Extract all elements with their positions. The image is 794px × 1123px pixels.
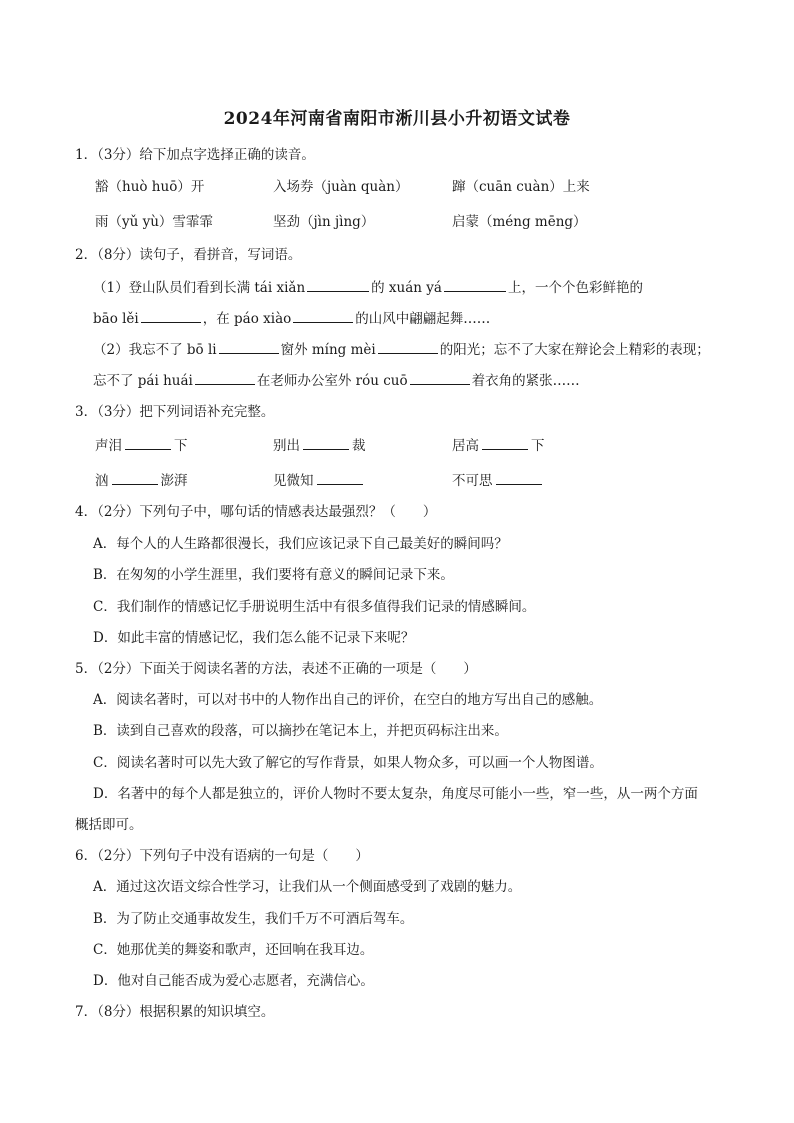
- q2-s2-text-d: 忘不了 pái huái: [93, 373, 193, 389]
- q3-item-2-post: 裁: [352, 438, 366, 454]
- q3-item-2: [273, 435, 366, 456]
- q3-item-4-pre: 汹: [95, 473, 109, 489]
- q2-s1-text-f: 的山风中翩翩起舞……: [355, 311, 491, 327]
- answer-blank[interactable]: [303, 435, 349, 450]
- q3-item-3-post: 下: [531, 438, 545, 454]
- answer-blank[interactable]: [219, 339, 279, 354]
- q5-option-d[interactable]: D．名著中的每个人都是独立的，评价人物时不要太复杂，角度尽可能小一些，窄一些，从一两个方面: [93, 786, 698, 802]
- answer-blank[interactable]: [112, 470, 158, 485]
- q1-item-6: 启蒙（méng mēng）: [452, 214, 587, 230]
- q2-s2-text-b: 窗外 míng mèi: [280, 342, 376, 358]
- q4-option-b[interactable]: B．在匆匆的小学生涯里，我们要将有意义的瞬间记录下来。: [93, 567, 454, 583]
- q2-s2-text-c: 的阳光；忘不了大家在辩论会上精彩的表现；: [439, 342, 710, 358]
- answer-blank[interactable]: [378, 339, 438, 354]
- q3-item-1: [95, 435, 188, 456]
- q2-s2-text-a: （2）我忘不了 bō li: [93, 342, 217, 358]
- q3-item-6-pre: 不可思: [452, 473, 493, 489]
- q6-stem: 6．（2分）下列句子中没有语病的一句是（ ）: [75, 848, 369, 864]
- answer-blank[interactable]: [410, 370, 470, 385]
- q3-stem: 3．（3分）把下列词语补充完整。: [75, 404, 275, 420]
- q3-item-5-pre: 见微知: [273, 473, 314, 489]
- q2-s2-text-f: 着衣角的紧张……: [471, 373, 580, 389]
- q3-item-2-pre: 别出: [273, 438, 300, 454]
- q6-option-d[interactable]: D．他对自己能否成为爱心志愿者，充满信心。: [93, 973, 374, 989]
- q3-item-4: [95, 470, 188, 491]
- q5-option-b[interactable]: B．读到自己喜欢的段落，可以摘抄在笔记本上，并把页码标注出来。: [93, 723, 508, 739]
- q2-sentence-1-line-2: [93, 308, 490, 329]
- q3-item-6: [452, 470, 545, 491]
- q4-option-a[interactable]: A．每个人的人生路都很漫长，我们应该记录下自己最美好的瞬间吗？: [93, 536, 508, 552]
- q1-item-3: 蹿（cuān cuàn）上来: [452, 179, 590, 195]
- q3-item-1-pre: 声泪: [95, 438, 122, 454]
- q2-s1-text-e: ，在 páo xiào: [202, 311, 292, 327]
- q6-option-c[interactable]: C．她那优美的舞姿和歌声，还回响在我耳边。: [93, 942, 374, 958]
- q2-s1-text-b: 的 xuán yá: [371, 280, 442, 296]
- answer-blank[interactable]: [125, 435, 171, 450]
- q1-item-4: 雨（yǔ yù）雪霏霏: [95, 214, 213, 230]
- q3-item-5: [273, 470, 366, 491]
- q1-item-2: 入场券（juàn quàn）: [273, 179, 409, 195]
- q2-s1-text-d: bāo lěi: [93, 311, 139, 327]
- q5-stem: 5．（2分）下面关于阅读名著的方法，表述不正确的一项是（ ）: [75, 661, 477, 677]
- answer-blank[interactable]: [141, 308, 201, 323]
- q4-stem: 4．（2分）下列句子中，哪句话的情感表达最强烈？（ ）: [75, 504, 437, 520]
- q2-s2-text-e: 在老师办公室外 róu cuō: [256, 373, 408, 389]
- answer-blank[interactable]: [293, 308, 353, 323]
- answer-blank[interactable]: [496, 470, 542, 485]
- q5-option-d-continued: 概括即可。: [75, 817, 143, 833]
- q5-option-c[interactable]: C．阅读名著时可以先大致了解它的写作背景，如果人物众多，可以画一个人物图谱。: [93, 755, 603, 771]
- answer-blank[interactable]: [195, 370, 255, 385]
- q1-stem: 1．（3分）给下加点字选择正确的读音。: [75, 147, 315, 163]
- answer-blank[interactable]: [307, 277, 369, 292]
- q4-option-c[interactable]: C．我们制作的情感记忆手册说明生活中有很多值得我们记录的情感瞬间。: [93, 599, 536, 615]
- q1-item-5: 坚劲（jìn jìng）: [273, 214, 375, 230]
- q6-option-b[interactable]: B．为了防止交通事故发生，我们千万不可酒后驾车。: [93, 911, 414, 927]
- q7-stem: 7．（8分）根据积累的知识填空。: [75, 1004, 275, 1020]
- q3-item-4-post: 澎湃: [160, 473, 188, 489]
- q3-item-3: [452, 435, 545, 456]
- q2-s1-text-c: 上，一个个色彩鲜艳的: [507, 280, 643, 296]
- q2-s1-text-a: （1）登山队员们看到长满 tái xiǎn: [93, 280, 306, 296]
- q2-stem: 2．（8分）读句子，看拼音，写词语。: [75, 247, 302, 263]
- q5-option-a[interactable]: A．阅读名著时，可以对书中的人物作出自己的评价，在空白的地方写出自己的感触。: [93, 692, 603, 708]
- q1-item-1: 豁（huò huō）开: [95, 179, 205, 195]
- q3-item-1-post: 下: [174, 438, 188, 454]
- q2-sentence-2-line-2: [93, 370, 580, 391]
- q4-option-d[interactable]: D．如此丰富的情感记忆，我们怎么能不记录下来呢？: [93, 630, 415, 646]
- q6-option-a[interactable]: A．通过这次语文综合性学习，让我们从一个侧面感受到了戏剧的魅力。: [93, 879, 522, 895]
- exam-title: 2024年河南省南阳市淅川县小升初语文试卷: [223, 109, 571, 129]
- q2-sentence-1-line-1: [93, 277, 643, 298]
- answer-blank[interactable]: [317, 470, 363, 485]
- q2-sentence-2-line-1: [93, 339, 710, 360]
- answer-blank[interactable]: [482, 435, 528, 450]
- q3-item-3-pre: 居高: [452, 438, 479, 454]
- answer-blank[interactable]: [444, 277, 506, 292]
